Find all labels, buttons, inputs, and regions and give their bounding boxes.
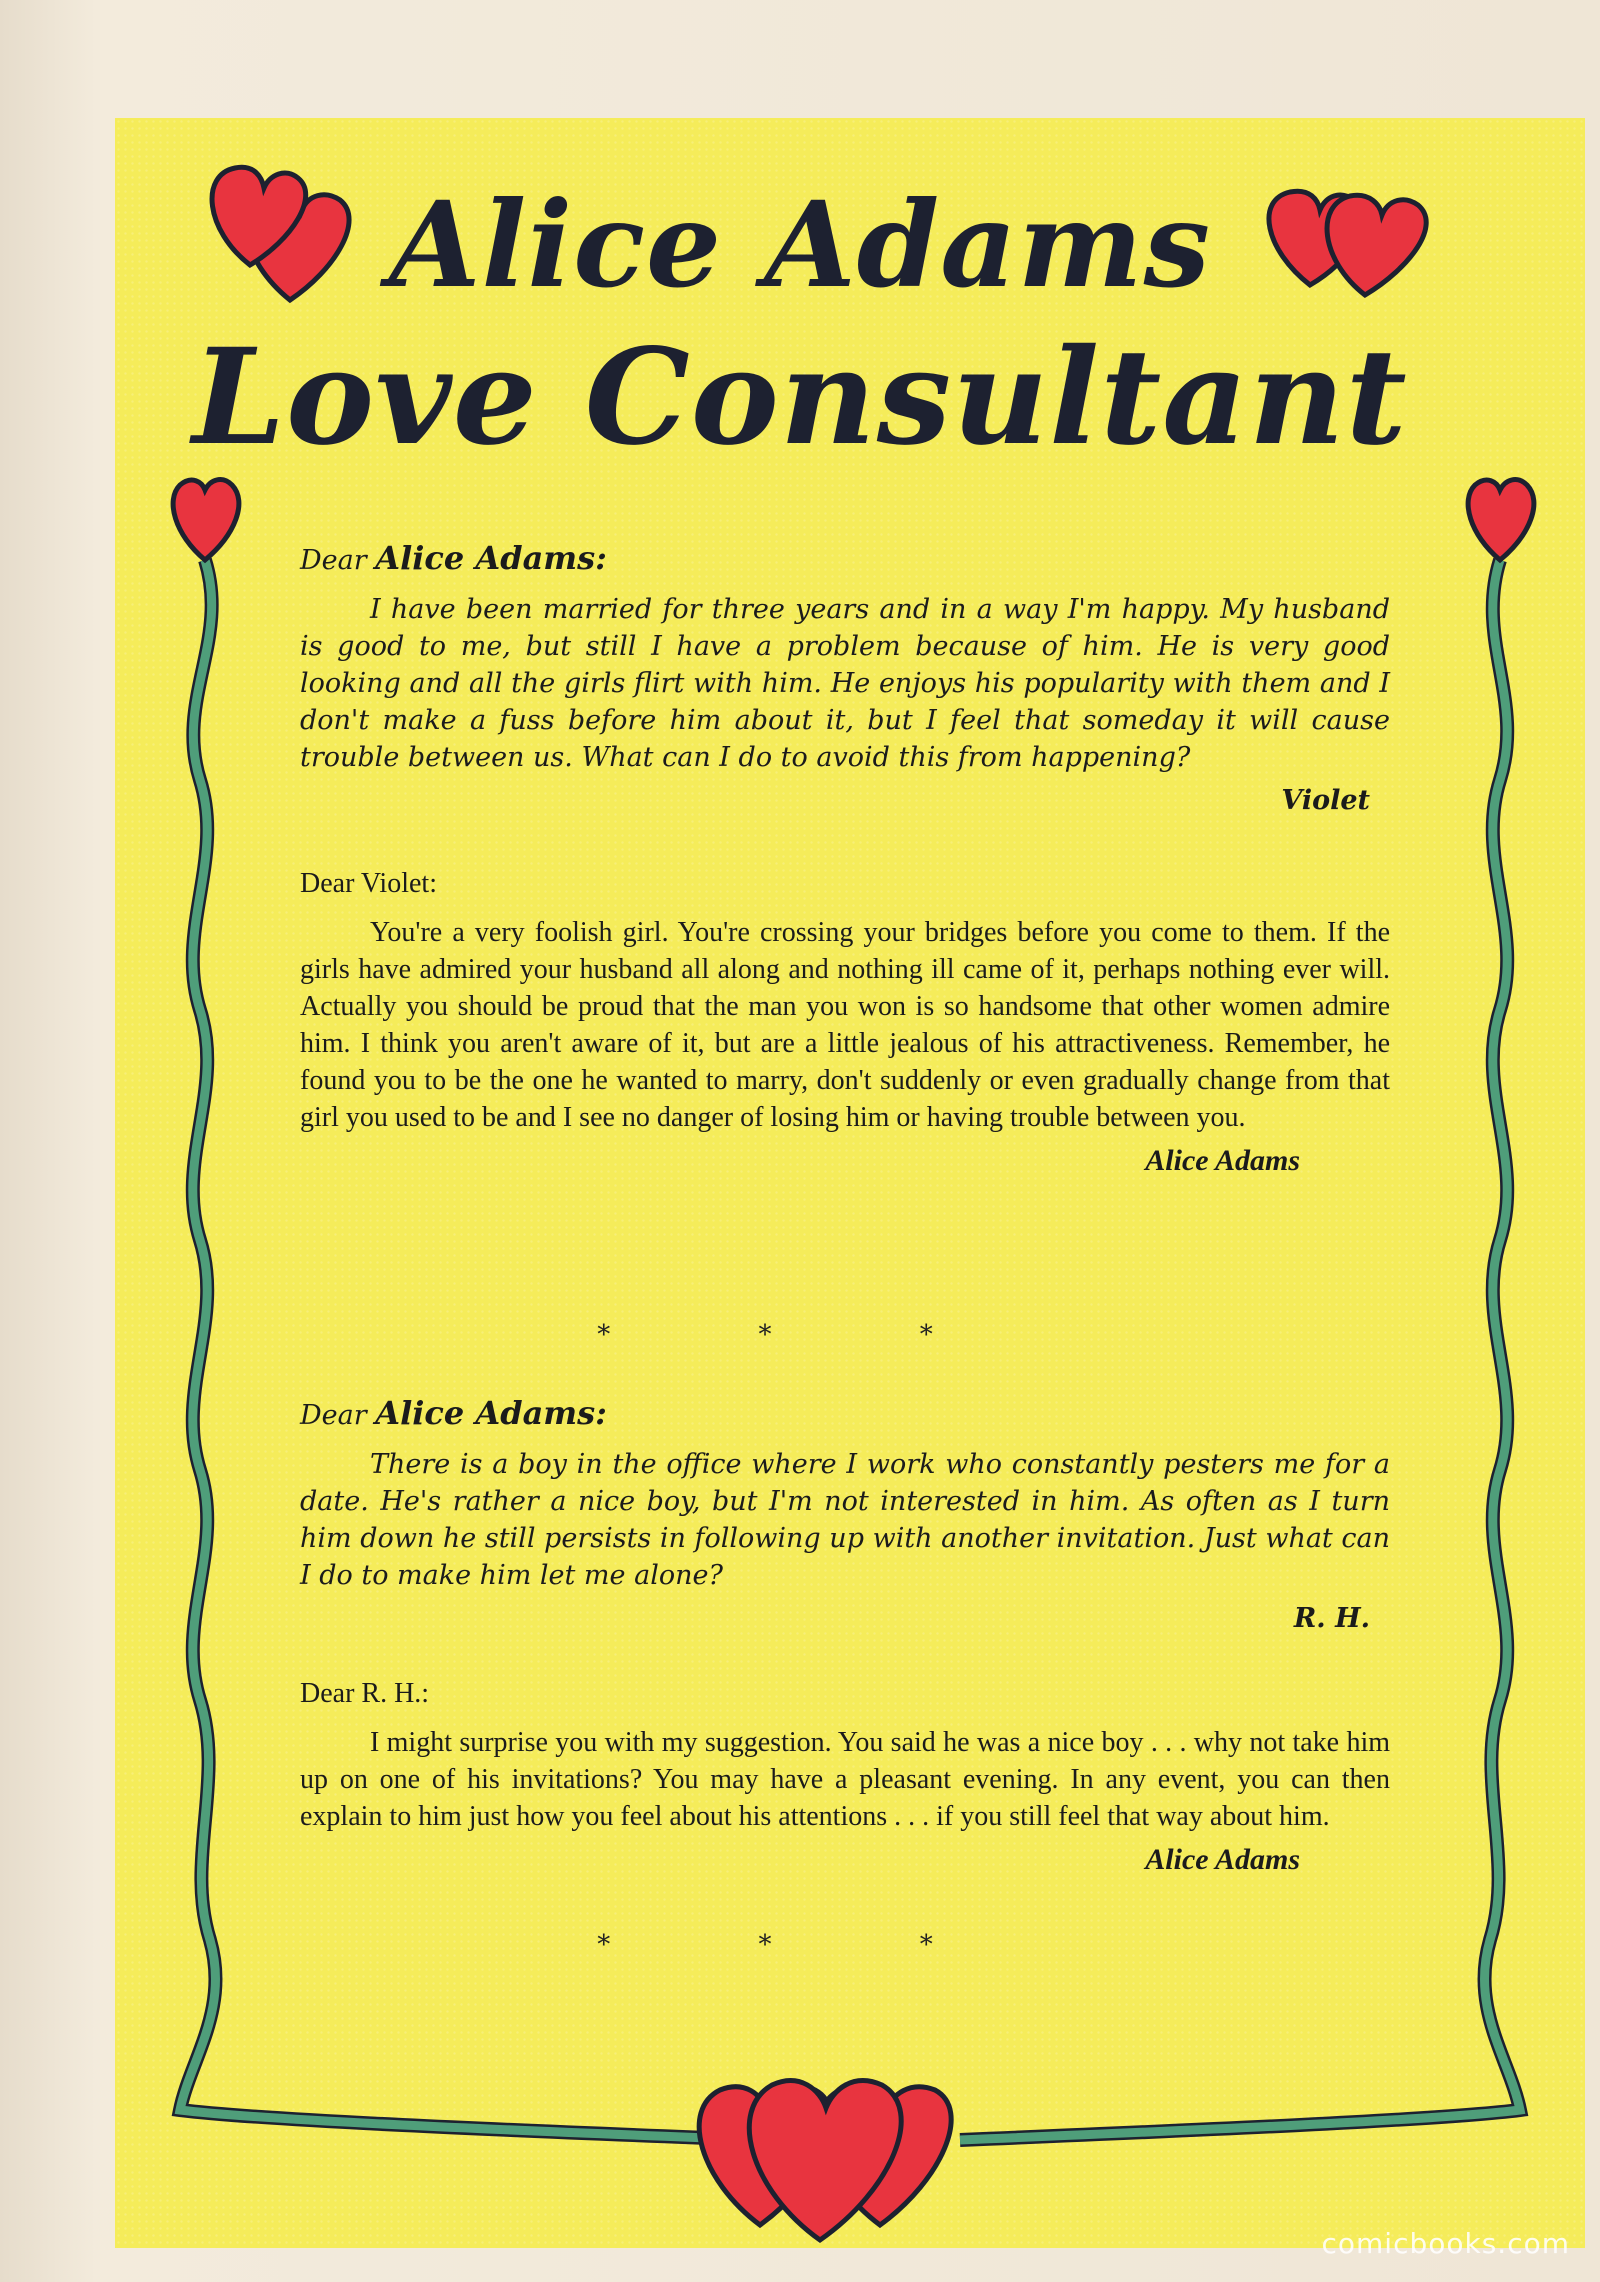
letter-signature: R. H. <box>1293 1603 1370 1634</box>
reply-greeting: Dear Violet: <box>300 868 437 899</box>
letter-violet <box>300 540 1390 819</box>
heart-icon-left-bud <box>173 480 239 560</box>
reply-body: You're a very foolish girl. You're crossing your bridges before you come to them. If the girls have admired your husband all along and nothing ill came of it, perhaps nothing ever will. Actually you should be proud that the man you won is so handsome that other women admire him. I think you aren't aware of it, but are a little jealous of his attractiveness. Remember, he found you to be the one he wanted to marry, don't suddenly or even gradually change from that girl you used to be and I see no danger of losing him or having trouble between you. <box>300 917 1390 1133</box>
letter-body: I have been married for three years and in a way I'm happy. My husband is good to me, but still I have a problem because of him. He is very good looking and all the girls flirt with him. He enjoys his popularity with them and I don't make a fuss before him about it, but I feel that someday it will cause trouble between us. What can I do to avoid this from happening? <box>300 594 1390 773</box>
reply-greeting: Dear R. H.: <box>300 1678 430 1709</box>
letter-signature: Violet <box>1281 785 1370 816</box>
greeting-prefix: Dear <box>300 545 367 576</box>
heart-icon-right-bud <box>1468 480 1534 560</box>
heart-icon-bottom <box>699 2081 951 2240</box>
separator-1: * * * <box>597 1320 1003 1350</box>
reply-violet <box>300 865 1390 1179</box>
greeting-name: Alice Adams: <box>375 1394 607 1432</box>
letter-greeting <box>300 1395 1390 1434</box>
reply-body: I might surprise you with my suggestion. You said he was a nice boy . . . why not take him up on one of his invitations? You may have a pleasant evening. In any event, you can then explain to him just how you feel about his attentions . . . if you still feel that way about him. <box>300 1727 1390 1832</box>
letter-rh <box>300 1395 1390 1637</box>
greeting-prefix: Dear <box>300 1400 367 1431</box>
letter-body: There is a boy in the office where I work who constantly pesters me for a date. He's rather a nice boy, but I'm not interested in him. As often as I turn him down he still persists in following up with another invitation. Just what can I do to make him let me alone? <box>300 1449 1390 1591</box>
watermark: comicbooks.com <box>1321 2227 1570 2260</box>
separator-2: * * * <box>597 1930 1003 1960</box>
greeting-name: Alice Adams: <box>375 539 607 577</box>
reply-signature: Alice Adams <box>1145 1144 1300 1177</box>
page-title-line-2: Love Consultant <box>192 320 1408 475</box>
letter-greeting <box>300 540 1390 579</box>
reply-signature: Alice Adams <box>1145 1843 1300 1876</box>
page-title-line-1: Alice Adams <box>388 175 1212 314</box>
reply-rh <box>300 1675 1390 1878</box>
